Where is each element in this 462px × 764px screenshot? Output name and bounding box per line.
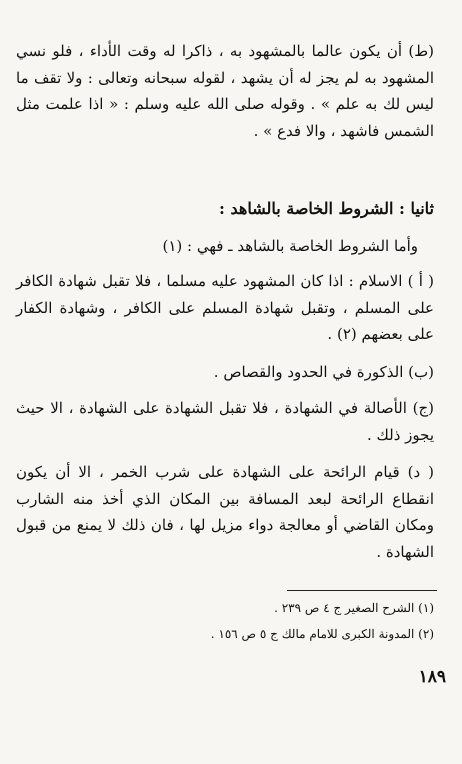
- footnote-1: (١) الشرح الصغير ج ٤ ص ٢٣٩ .: [274, 601, 434, 615]
- paragraph-islam-condition: ( أ ) الاسلام : اذا كان المشهود عليه مسلما ، فلا تقبل شهادة الكافر على المسلم ، وتقبل شهادة المسلم على الكافر ، وشهادة الكفار على بعضهم (٢) .: [16, 272, 434, 343]
- page-number: ١٨٩: [418, 667, 446, 687]
- paragraph-odor-condition: ( د) قيام الرائحة على الشهادة على شرب الخمر ، الا أن يكون انقطاع الرائحة لبعد المسافة بين المكان الذي أخذ منه الشارب ومكان القاضي أو معالجة دواء مزيل لها ، فان ذلك لا يمنع من قبول الشهادة .: [16, 463, 434, 561]
- footnote-divider: [287, 590, 437, 591]
- paragraph-knowledge-condition: (ط) أن يكون عالما بالمشهود به ، ذاكرا له وقت الأداء ، فلو نسي المشهود به لم يجز له أن يشهد ، لقوله سبحانه وتعالى : ولا تقف ما ليس لك به علم » . وقوله صلى الله عليه وسلم : « اذا علمت مثل الشمس فاشهد ، والا فدع » .: [16, 42, 434, 140]
- section-heading-witness-conditions: ثانيا : الشروط الخاصة بالشاهد :: [219, 199, 434, 218]
- paragraph-masculinity-condition: (ب) الذكورة في الحدود والقصاص .: [213, 363, 434, 381]
- footnote-2: (٢) المدونة الكبرى للامام مالك ج ٥ ص ١٥٦ .: [210, 627, 434, 641]
- paragraph-originality-condition: (ج) الأصالة في الشهادة ، فلا تقبل الشهادة على الشهادة ، الا حيث يجوز ذلك .: [16, 399, 434, 444]
- intro-line-specific-conditions: وأما الشروط الخاصة بالشاهد ـ فهي : (١): [162, 237, 418, 255]
